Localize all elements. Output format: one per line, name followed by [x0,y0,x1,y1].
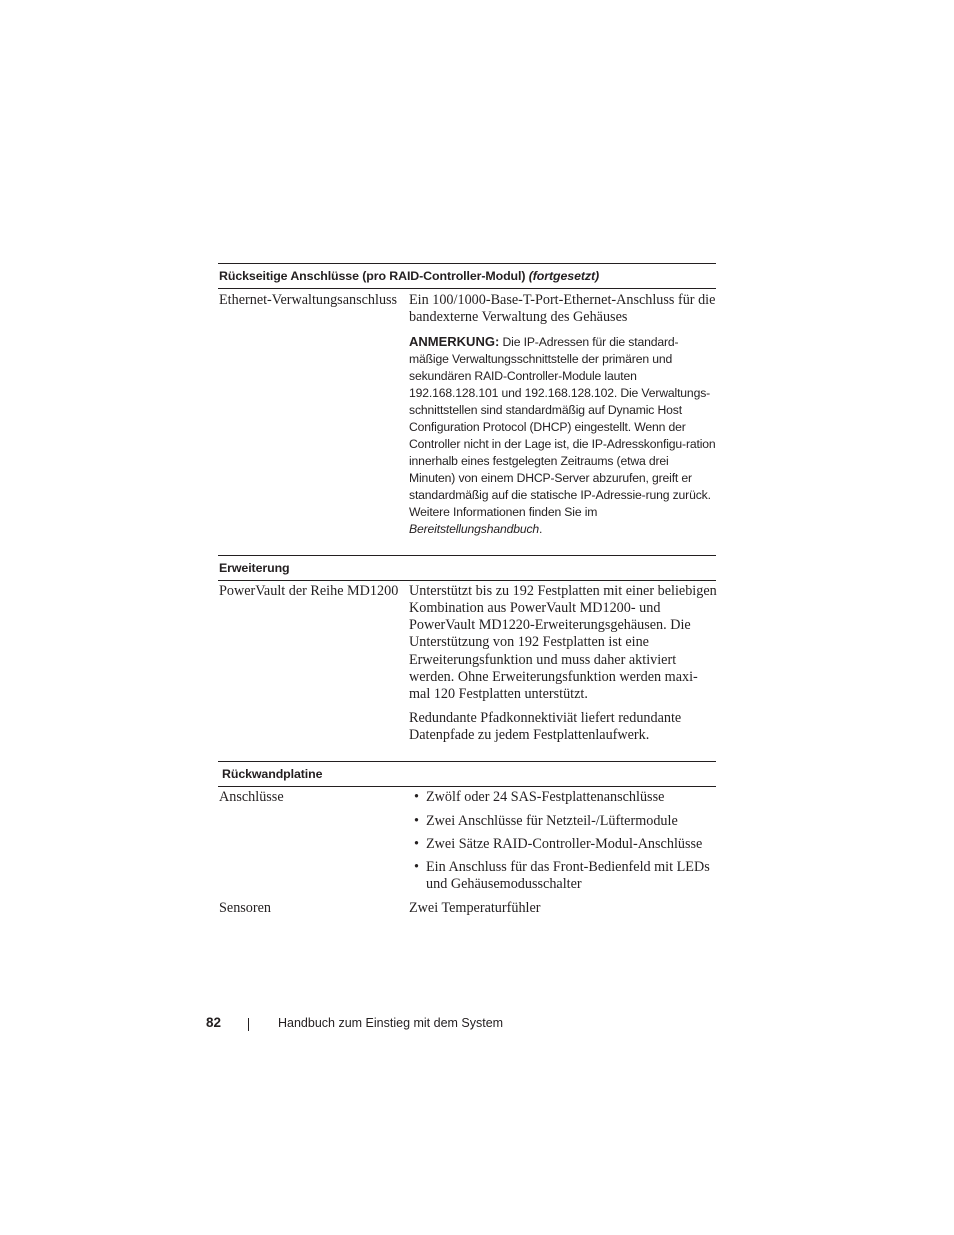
md1200-label: PowerVault der Reihe MD1200 [219,582,399,599]
section-heading-expansion: Erweiterung [218,555,716,581]
row-ethernet [218,292,716,538]
section-heading-backplane: Rückwandplatine [218,761,716,787]
row-sensors [218,900,716,917]
list-item: • Ein Anschluss für das Front-Bedienfeld mit LEDs und Gehäusemodusschalter [409,859,717,894]
row-connectors [218,789,716,899]
continued-label: (fortgesetzt) [528,269,600,283]
md1200-desc-2: Redundante Pfadkonnektiviät liefert redundante Datenpfade zu jedem Festplattenlaufwerk. [409,709,682,743]
note-end: . [539,521,543,536]
footer-separator [248,1018,249,1031]
list-item: • Zwei Sätze RAID-Controller-Modul-Anschlüsse [409,836,717,853]
note-label: ANMERKUNG: [409,333,500,349]
row-md1200 [218,583,716,745]
sensors-label: Sensoren [219,899,272,916]
md1200-desc-1: Unterstützt bis zu 192 Festplatten mit einer beliebigen Kombination aus PowerVault MD1200- und PowerVault MD1220-Erweiterungsgehäusen. Die Unterstützung von 192 Festplatten ist eine Erweiterungsfunktion und muss daher aktiviert werden. Ohne Erweiterungsfunktion werden maxi-mal 120 Festplatten unterstützt. [409,582,717,703]
page-footer [206,1015,706,1035]
ethernet-desc-text: Ein 100/1000-Base-T-Port-Ethernet-Anschluss für die bandexterne Verwaltung des Gehäuses [409,292,716,326]
list-item: • Zwölf oder 24 SAS-Festplattenanschlüsse [409,789,717,806]
ethernet-label: Ethernet-Verwaltungsanschluss [219,292,398,308]
connectors-list [409,789,717,893]
spec-table [218,263,716,917]
connectors-label: Anschlüsse [219,789,284,806]
note-block [409,333,717,538]
sensors-description: Zwei Temperaturfühler [409,899,541,916]
md1200-description [409,583,717,745]
ethernet-description [409,292,717,538]
connectors-description [409,789,717,899]
footer-title: Handbuch zum Einstieg mit dem System [278,1016,504,1030]
note-text: Die IP-Adressen für die standard-mäßige Verwaltungsschnittstelle der primären und sekundären RAID-Controller-Module lauten 192.168.128.101 und 192.168.128.102. Die Verwaltungs-schnittstellen sind standardmäßig auf Dynamic Host Configuration Protocol (DHCP) eingestellt. Wenn der Controller nicht in der Lage ist, die IP-Adresskonfigu-ration innerhalb eines festgelegten Zeitraums (etwa drei Minuten) von einem DHCP-Server abzurufen, greift er standardmäßig auf die statische IP-Adressie-rung zurück. Weitere Informationen finden Sie im [409,334,716,519]
note-reference: Bereitstellungshandbuch [409,521,540,536]
rear-ports-heading: Rückseitige Anschlüsse (pro RAID-Controller-Modul) [219,269,526,283]
section-heading-rear-ports [218,263,716,289]
page-number: 82 [206,1015,222,1030]
list-item: • Zwei Anschlüsse für Netzteil-/Lüftermodule [409,813,717,830]
